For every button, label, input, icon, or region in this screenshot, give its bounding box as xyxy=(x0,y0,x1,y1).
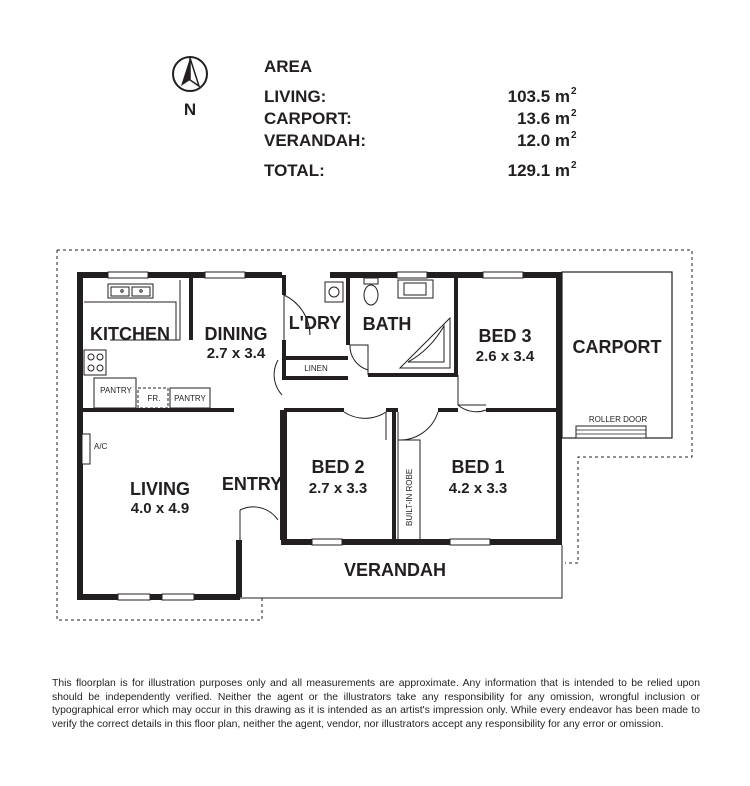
vanity-basin-icon xyxy=(398,280,433,298)
area-living-unit-sup: 2 xyxy=(571,86,577,97)
bed3-label: BED 3 xyxy=(478,326,532,346)
roller-door xyxy=(576,426,646,438)
verandah-label: VERANDAH xyxy=(343,560,447,580)
bed1-dims: 4.2 x 3.3 xyxy=(448,480,508,497)
area-total-label: TOTAL: xyxy=(264,161,325,180)
area-verandah-unit-sup: 2 xyxy=(571,130,577,141)
area-verandah-value: 12.0 m xyxy=(517,131,570,150)
area-carport-value: 13.6 m xyxy=(517,109,570,128)
linen-label: LINEN xyxy=(304,364,328,373)
bed2-label: BED 2 xyxy=(311,457,365,477)
area-carport-unit-sup: 2 xyxy=(571,108,577,119)
laundry-trough-icon xyxy=(325,282,343,302)
roller-door-label: ROLLER DOOR xyxy=(588,415,648,424)
cooktop-icon xyxy=(88,354,103,371)
area-verandah-label: VERANDAH: xyxy=(264,131,366,150)
entry-label: ENTRY xyxy=(221,474,283,494)
toilet-icon xyxy=(364,278,378,305)
area-living-label: LIVING: xyxy=(264,87,327,106)
area-total-unit-sup: 2 xyxy=(571,160,577,171)
area-living-value: 103.5 m xyxy=(507,87,570,106)
robe-label: BUILT-IN ROBE xyxy=(405,468,414,526)
bed2-dims: 2.7 x 3.3 xyxy=(308,480,368,497)
kitchen-label: KITCHEN xyxy=(90,324,170,344)
disclaimer-text: This floorplan is for illustration purposes only and all measurements are approximate. Any information that is intended to be relied upon should be independently verified. Neither the agent or the illustrators take any responsibility for any omission, wrongful inclusion or typographical error which may occur in this drawing as it is intended as an artist's impression only. While every endeavor has been made to verify the correct details in this floor plan, neither the agent, vendor, nor illustrators accept any responsibility for any error or omission. xyxy=(52,678,700,730)
area-heading: AREA xyxy=(264,57,313,76)
carport-label: CARPORT xyxy=(572,337,662,357)
compass-north-label: N xyxy=(183,100,197,119)
bed3-dims: 2.6 x 3.4 xyxy=(475,348,535,365)
dining-label: DINING xyxy=(204,324,268,344)
ac-label: A/C xyxy=(94,442,108,451)
pantry-label-1: PANTRY xyxy=(100,386,132,395)
living-label: LIVING xyxy=(129,479,191,499)
area-carport-label: CARPORT: xyxy=(264,109,352,128)
area-total-value: 129.1 m xyxy=(507,161,570,180)
dining-dims: 2.7 x 3.4 xyxy=(206,345,266,362)
bath-label: BATH xyxy=(362,314,412,334)
pantry-label-2: PANTRY xyxy=(174,394,206,403)
ac-unit xyxy=(82,434,90,464)
laundry-label: L'DRY xyxy=(288,313,342,333)
living-dims: 4.0 x 4.9 xyxy=(130,500,190,517)
north-compass-icon xyxy=(173,57,207,91)
kitchen-sink-icon xyxy=(108,284,153,298)
fridge-label: FR. xyxy=(147,394,161,403)
bed1-label: BED 1 xyxy=(451,457,505,477)
